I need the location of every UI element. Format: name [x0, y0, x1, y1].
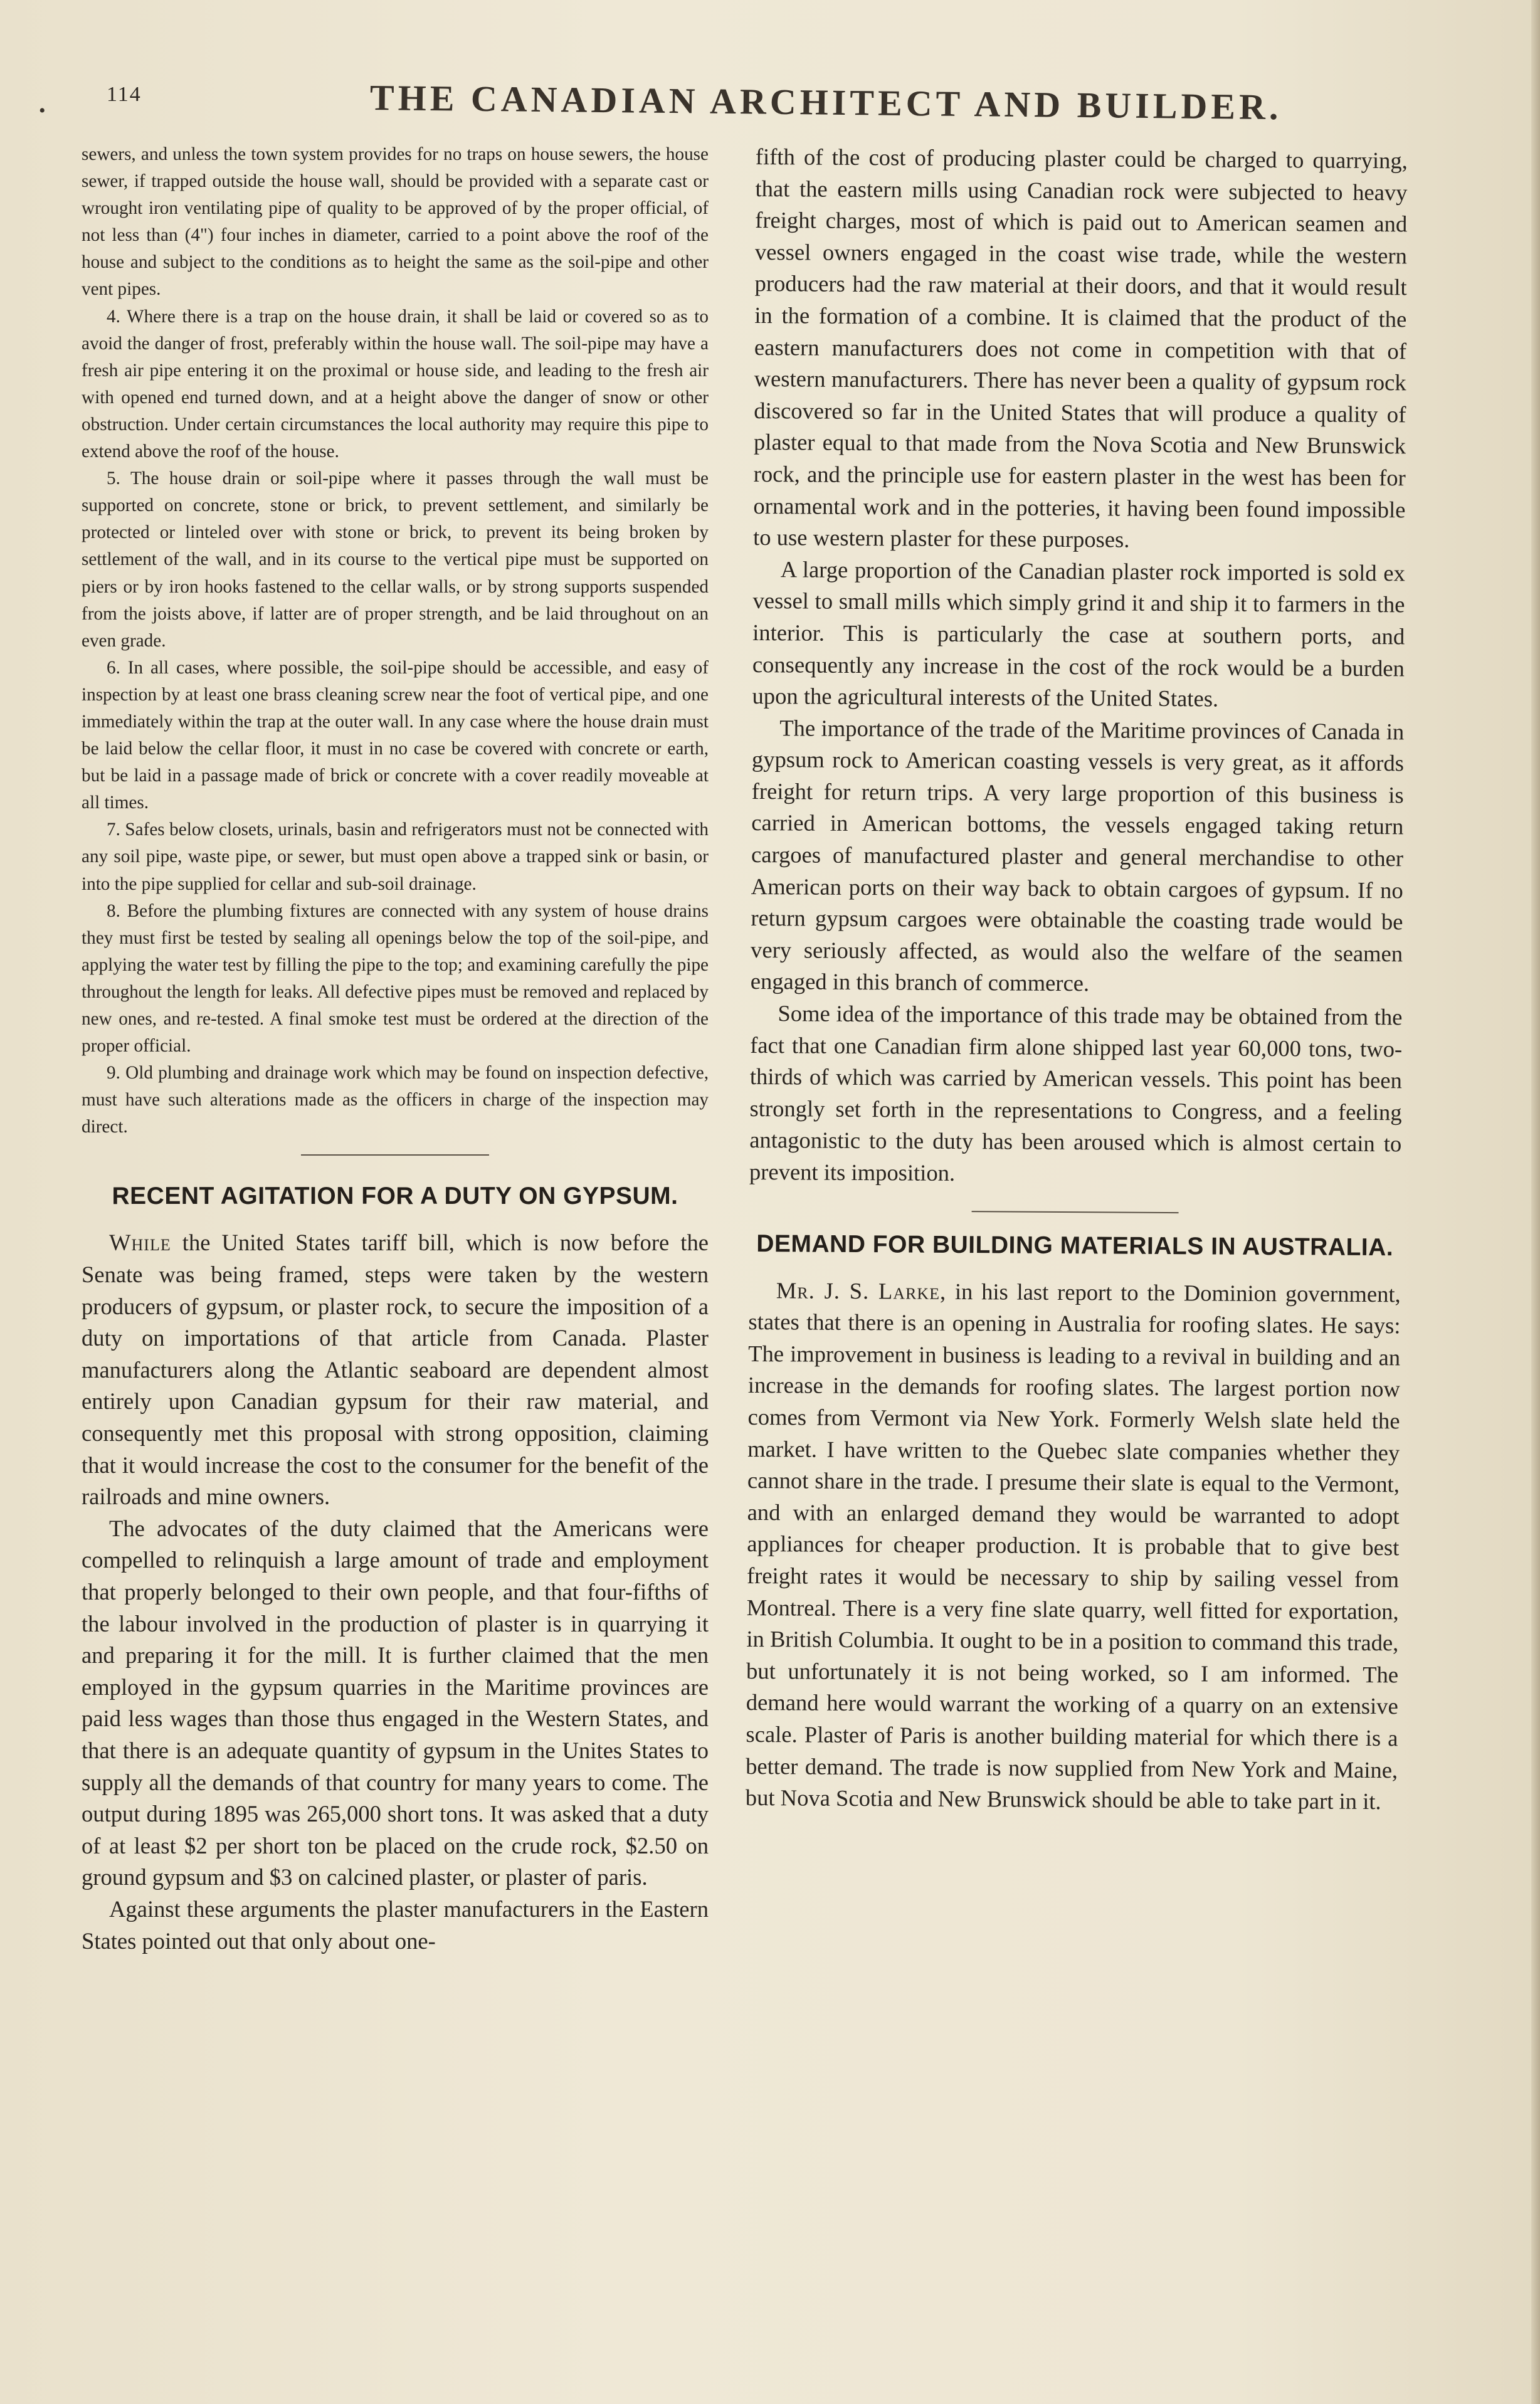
margin-dot: • [39, 100, 46, 121]
article-paragraph [746, 1275, 1401, 1818]
lead-words: Mr. J. S. Larke, [776, 1277, 947, 1304]
regulation-paragraph: 7. Safes below closets, urinals, basin and refrigerators must not be connected with any soil pipe, waste pipe, or sewer, but must open above a trapped sink or basin, or into the pipe supplied for cellar and sub-soil drainage. [82, 820, 709, 894]
section-divider [301, 1154, 489, 1156]
article-paragraph: The importance of the trade of the Maritime provinces of Canada in gypsum rock to American coasting vessels is very great, as it affords freight for return trips. A very large proportion of this business is carried in American bottoms, the vessels engaged taking return cargoes of manufactured plaster and general merchandise to other American ports on their way back to obtain cargoes of gypsum. If no return gypsum cargoes were obtainable the coasting trade would be very seriously affected, as would also the welfare of the seamen engaged in this branch of commerce. [750, 714, 1405, 996]
page-spine-edge [1531, 0, 1540, 2404]
article-paragraph: fifth of the cost of producing plaster could be charged to quarrying, that the eastern mills using Canadian rock were subjected to heavy freight charges, most of which is paid out to American seamen and vessel owners engaged in the coast wise trade, while the western producers had the raw material at their doors, and that it would result in the formation of a combine. It is claimed that the product of the eastern manufacturers does not come in competition with that of western manufacturers. There has never been a quality of gypsum rock discovered so far in the United States that will produce a quality of plaster equal to that made from the Nova Scotia and New Brunswick rock, and the principle use for eastern plaster in the west has been for ornamental work and in the potteries, it having been found impossible to use western plaster for these purposes. [753, 143, 1408, 552]
regulation-paragraph: 9. Old plumbing and drainage work which may be found on inspection defective, must have such alterations made as the officers in charge of the inspection may direct. [82, 1063, 709, 1137]
regulation-paragraph: 5. The house drain or soil-pipe where it passes through the wall must be supported on concrete, stone or brick, to prevent settlement, and similarly be protected or linteled over with stone or brick, to prevent its being broken by settlement of the wall, and in its course to the vertical pipe must be supported on piers or by iron hooks fastened to the cellar walls, or by strong supports suspended from the joists above, if latter are of proper strength, and be laid throughout on an even grade. [82, 468, 709, 651]
plumbing-regulations [82, 141, 709, 1141]
article-paragraph [82, 1227, 709, 1512]
paragraph-text: in his last report to the Dominion government, states that there is an opening in Australia for roofing slates. He says: The improvement in business is leading to a revival in building and an increase in the demands for roofing slates. The largest portion now comes from Vermont via New York. Formerly Welsh slate held the market. I have written to the Quebec slate companies whether they cannot share in the trade. I presume their slate is equal to the Vermont, and with an enlarged demand they would be warranted to adopt appliances for cheaper production. It is probable that to give best freight rates it would be necessary to ship by sailing vessel from Montreal. There is a very fine slate quarry, well fitted for exportation, in British Columbia. It ought to be in a position to command this trade, but unfortunately it is not being worked, so I am informed. The demand here would warrant the working of a quarry on an extensive scale. Plaster of Paris is another building material for which there is a better demand. The trade is now supplied from New York and Maine, but Nova Scotia and New Brunswick should be able to take part in it. [745, 1278, 1401, 1815]
lead-word: While [109, 1230, 171, 1256]
article-paragraph: Against these arguments the plaster manufacturers in the Eastern States pointed out that only about one- [82, 1895, 709, 1954]
article-paragraph: The advocates of the duty claimed that the Americans were compelled to relinquish a large amount of trade and employment that properly belonged to their own people, and that four-fifths of the labour involved in the production of plaster is in quarrying it and preparing it for the mill. It is further claimed that the men employed in the gypsum quarries in the Maritime provinces are paid less wages than those thus engaged in the Western States, and that there is an adequate quantity of gypsum in the Unites States to supply all the demands of that country for many years to come. The output during 1895 was 265,000 short tons. It was asked that a duty of at least $2 per short ton be placed on the crude rock, $2.50 on ground gypsum and $3 on calcined plaster, or plaster of paris. [82, 1515, 709, 1890]
regulation-paragraph: 8. Before the plumbing fixtures are connected with any system of house drains they must first be tested by sealing all openings below the top of the soil-pipe, and applying the water test by filling the pipe to the top; and examining carefully the pipe throughout the length for leaks. All defective pipes must be removed and replaced by new ones, and re-tested. A final smoke test must be ordered at the direction of the proper official. [82, 900, 709, 1057]
left-column [82, 141, 709, 1957]
regulation-paragraph: sewers, and unless the town system provides for no traps on house sewers, the house sewer, if trapped outside the house wall, should be provided with a separate cast or wrought iron ventilating pipe of quality to be approved of by the proper official, of not less than (4") four inches in diameter, carried to a point above the roof of the house and subject to the conditions as to height the same as the soil-pipe and other vent pipes. [82, 144, 709, 300]
article-paragraph: A large proportion of the Canadian plaster rock imported is sold ex vessel to small mills which simply grind it and ship it to farmers in the interior. This is particularly the case at southern ports, and consequently any increase in the cost of the rock would be a burden upon the agricultural interests of the United States. [752, 556, 1405, 712]
page-number: 114 [107, 83, 142, 106]
gypsum-article-body [82, 1227, 709, 1957]
article-paragraph: Some idea of the importance of this trade may be obtained from the fact that one Canadian firm alone shipped last year 60,000 tons, two-thirds of which was carried by American vessels. This point has been strongly set forth in the representations to Congress, and a feeling antagonistic to the duty has been aroused which is almost certain to prevent its imposition. [749, 1000, 1403, 1186]
paragraph-text: the United States tariff bill, which is now before the Senate was being framed, steps were taken by the western producers of gypsum, or plaster rock, to secure the imposition of a duty on importations of that article from Canada. Plaster manufacturers along the Atlantic seaboard are dependent almost entirely upon Canadian gypsum for their raw material, and consequently met this proposal with strong opposition, claiming that it would increase the cost to the consumer for the benefit of the railroads and mine owners. [82, 1230, 709, 1510]
section-divider [972, 1211, 1179, 1213]
australia-article-body [746, 1275, 1401, 1818]
gypsum-article-title: RECENT AGITATION FOR A DUTY ON GYPSUM. [112, 1183, 678, 1210]
page-header [100, 74, 1448, 130]
regulation-paragraph: 4. Where there is a trap on the house drain, it shall be laid or covered so as to avoid the danger of frost, preferably within the house wall. The soil-pipe may have a fresh air pipe entering it on the proximal or house side, and leading to the fresh air with opened end turned down, and at a height above the danger of snow or other obstruction. Under certain circumstances the local authority may require this pipe to extend above the roof of the house. [82, 306, 709, 462]
australia-article-title: DEMAND FOR BUILDING MATERIALS IN AUSTRALIA. [756, 1230, 1394, 1261]
right-column [746, 141, 1408, 1818]
running-title: THE CANADIAN ARCHITECT AND BUILDER. [369, 77, 1282, 128]
gypsum-article-continued [749, 141, 1408, 1192]
regulation-paragraph: 6. In all cases, where possible, the soil-pipe should be accessible, and easy of inspection by at least one brass cleaning screw near the foot of vertical pipe, and one immediately within the trap at the outer wall. In any case where the house drain must be laid below the cellar floor, it must in no case be covered with concrete or earth, but be laid in a passage made of brick or concrete with a cover readily moveable at all times. [82, 657, 709, 813]
